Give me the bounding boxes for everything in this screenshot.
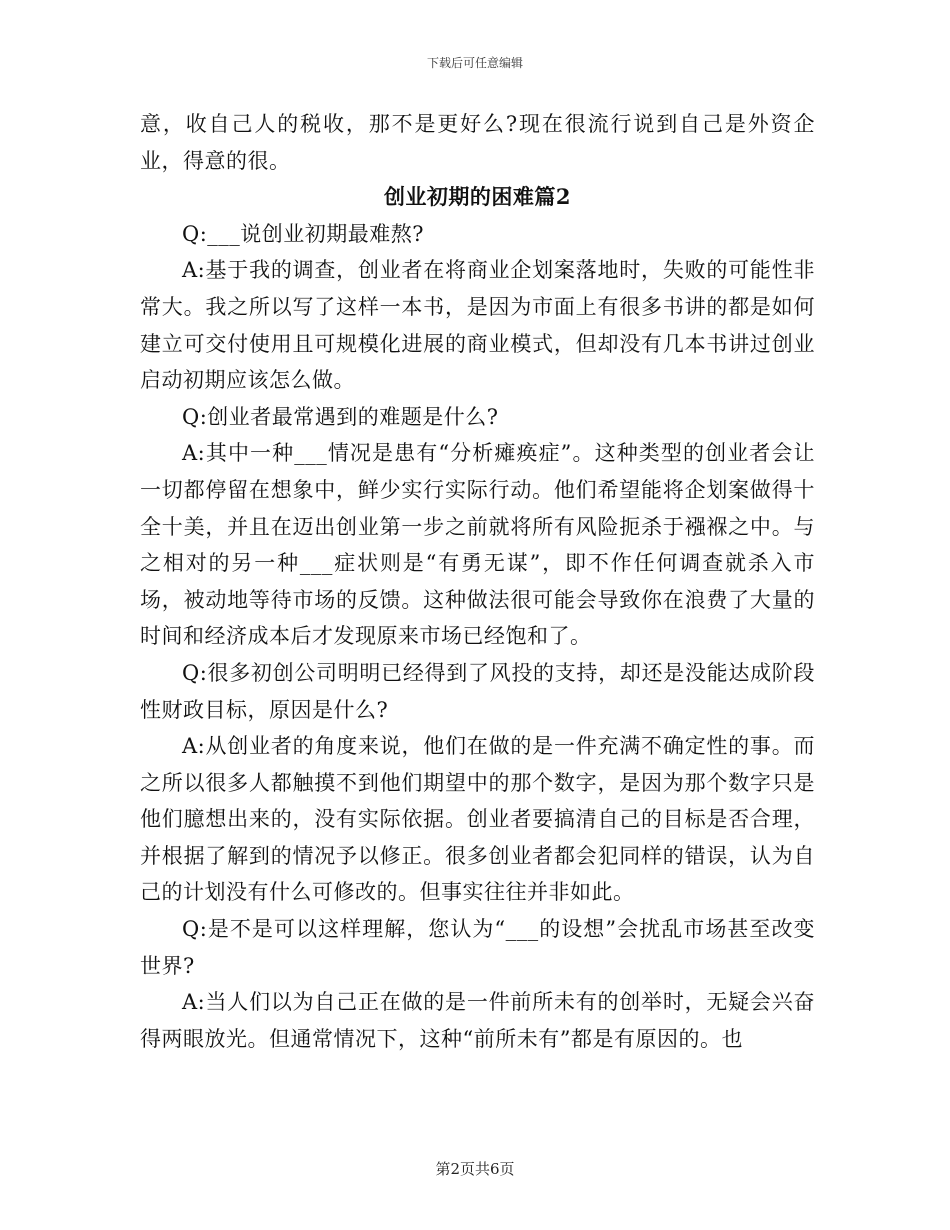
page-number-footer: 第2页共6页 [435,1160,515,1178]
question-paragraph: Q:很多初创公司明明已经得到了风投的支持，却还是没能达成阶段性财政目标，原因是什么? [140,660,815,722]
section-title: 创业初期的困难篇2 [383,184,572,210]
document-body [140,106,815,1057]
answer-paragraph: A:当人们以为自己正在做的是一件前所未有的创举时，无疑会兴奋得两眼放光。但通常情况下，这种“前所未有”都是有原因的。也 [140,990,815,1051]
answer-paragraph: A:基于我的调查，创业者在将商业企划案落地时，失败的可能性非常大。我之所以写了这样一本书，是因为市面上有很多书讲的都是如何建立可交付使用且可规模化进展的商业模式，但却没有几本书讲过创业启动初期应该怎么做。 [140,258,815,393]
answer-paragraph: A:其中一种___情况是患有“分析瘫痪症”。这种类型的创业者会让一切都停留在想象中，鲜少实行实际行动。他们希望能将企划案做得十全十美，并且在迈出创业第一步之前就将所有风险扼杀于襁褓之中。与之相对的另一种___症状则是“有勇无谋”，即不作任何调查就杀入市场，被动地等待市场的反馈。这种做法很可能会导致你在浪费了大量的时间和经济成本后才发现原来市场已经饱和了。 [140,441,815,649]
answer-paragraph: A:从创业者的角度来说，他们在做的是一件充满不确定性的事。而之所以很多人都触摸不到他们期望中的那个数字，是因为那个数字只是他们臆想出来的，没有实际依据。创业者要搞清自己的目标是否合理，并根据了解到的情况予以修正。很多创业者都会犯同样的错误，认为自己的计划没有什么可修改的。但事实往往并非如此。 [140,734,815,905]
question-paragraph: Q:创业者最常遇到的难题是什么? [182,404,499,429]
page-header: 下载后可任意编辑 [426,56,523,70]
question-paragraph: Q:是不是可以这样理解，您认为“___的设想”会扰乱市场甚至改变世界? [140,917,815,978]
paragraph-continuation: 意，收自己人的税收，那不是更好么?现在很流行说到自己是外资企业，得意的很。 [140,112,815,173]
question-paragraph: Q:___说创业初期最难熬? [182,221,425,246]
